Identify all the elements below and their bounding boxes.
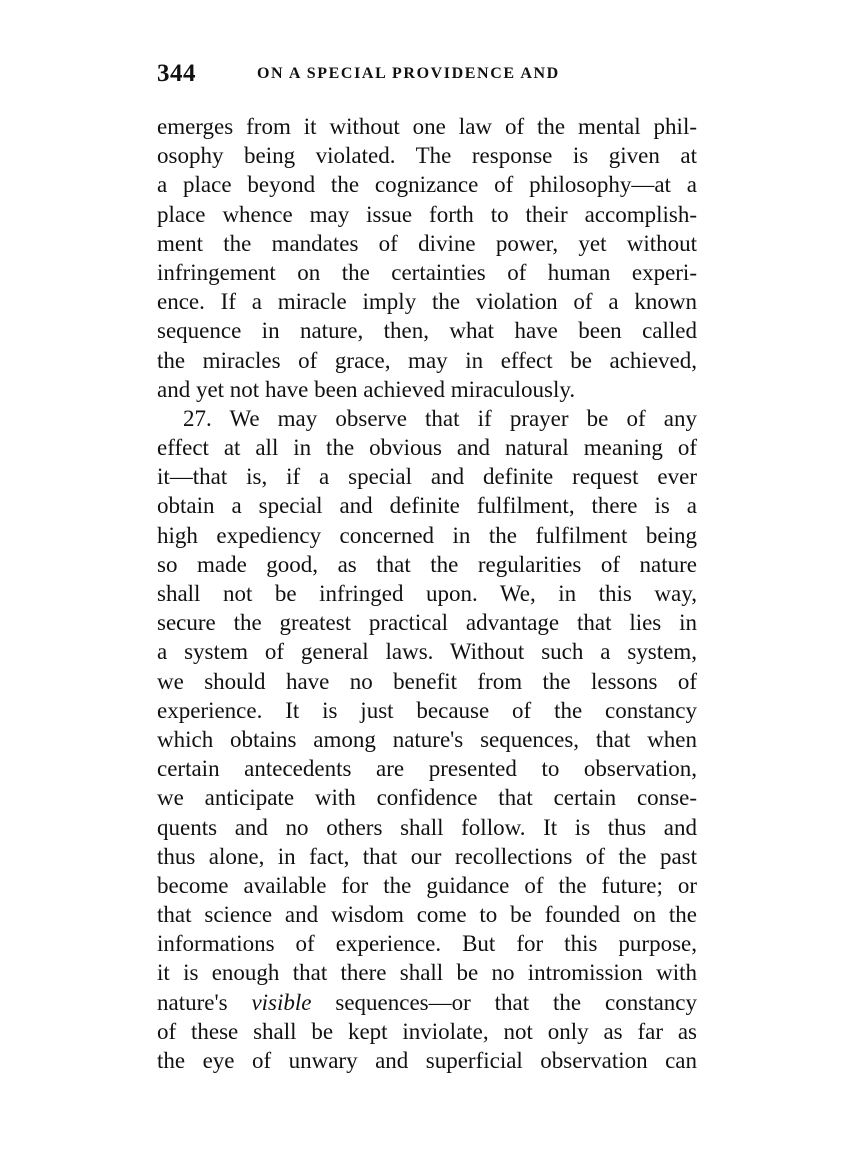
paragraph-end-line: and yet not have been achieved miraculously. xyxy=(157,376,576,402)
text-line: become available for the guidance of the future; or xyxy=(157,872,697,898)
text-line: osophy being violated. The response is given at xyxy=(157,143,697,169)
text-line: ment the mandates of divine power, yet without xyxy=(157,230,697,256)
text-line: thus alone, in fact, that our recollections of the past xyxy=(157,843,697,869)
running-head: ON A SPECIAL PROVIDENCE AND xyxy=(257,65,560,82)
text-line: secure the greatest practical advantage that lies in xyxy=(157,610,697,636)
paragraph-start-line: 27. We may observe that if prayer be of any xyxy=(183,405,697,431)
text-line: shall not be infringed upon. We, in this way, xyxy=(157,581,697,606)
text-line: we should have no benefit from the lessons of xyxy=(157,668,697,694)
text-line: infringement on the certainties of human experi- xyxy=(157,259,697,285)
text-line: we anticipate with confidence that certain conse- xyxy=(157,785,697,811)
text-line: emerges from it without one law of the mental phil- xyxy=(157,114,697,139)
text-line: a system of general laws. Without such a system, xyxy=(157,639,697,665)
text-line: that science and wisdom come to be founded on the xyxy=(157,902,697,928)
page-number: 344 xyxy=(157,60,196,87)
emphasized-word: visible xyxy=(251,989,312,1015)
text-line: informations of experience. But for this purpose, xyxy=(157,931,697,957)
text-line: the miracles of grace, may in effect be achieved, xyxy=(157,347,697,373)
body-text xyxy=(157,112,697,1075)
text-line: a place beyond the cognizance of philosophy—at a xyxy=(157,172,697,198)
text-segment: sequences—or that the constancy xyxy=(311,989,697,1015)
text-line: it—that is, if a special and definite request ever xyxy=(157,464,697,490)
text-line: quents and no others shall follow. It is thus and xyxy=(157,814,697,840)
text-line: effect at all in the obvious and natural meaning of xyxy=(157,435,697,461)
text-line: experience. It is just because of the constancy xyxy=(157,697,697,723)
text-line: place whence may issue forth to their accomplish- xyxy=(157,201,697,227)
text-line: which obtains among nature's sequences, that when xyxy=(157,726,697,752)
text-line: high expediency concerned in the fulfilment being xyxy=(157,522,697,548)
text-line: sequence in nature, then, what have been called xyxy=(157,318,697,344)
text-line: certain antecedents are presented to observation, xyxy=(157,756,697,782)
text-line: so made good, as that the regularities of nature xyxy=(157,551,697,577)
text-line-with-emphasis xyxy=(157,988,697,1017)
text-line: ence. If a miracle imply the violation of a known xyxy=(157,289,697,315)
text-line: obtain a special and definite fulfilment, there is a xyxy=(157,493,697,519)
page-header xyxy=(157,56,697,96)
text-segment: nature's xyxy=(157,989,252,1015)
text-line: of these shall be kept inviolate, not only as far as xyxy=(157,1018,697,1044)
text-line: it is enough that there shall be no intromission with xyxy=(157,960,697,986)
text-line: the eye of unwary and superficial observation can xyxy=(157,1048,697,1073)
